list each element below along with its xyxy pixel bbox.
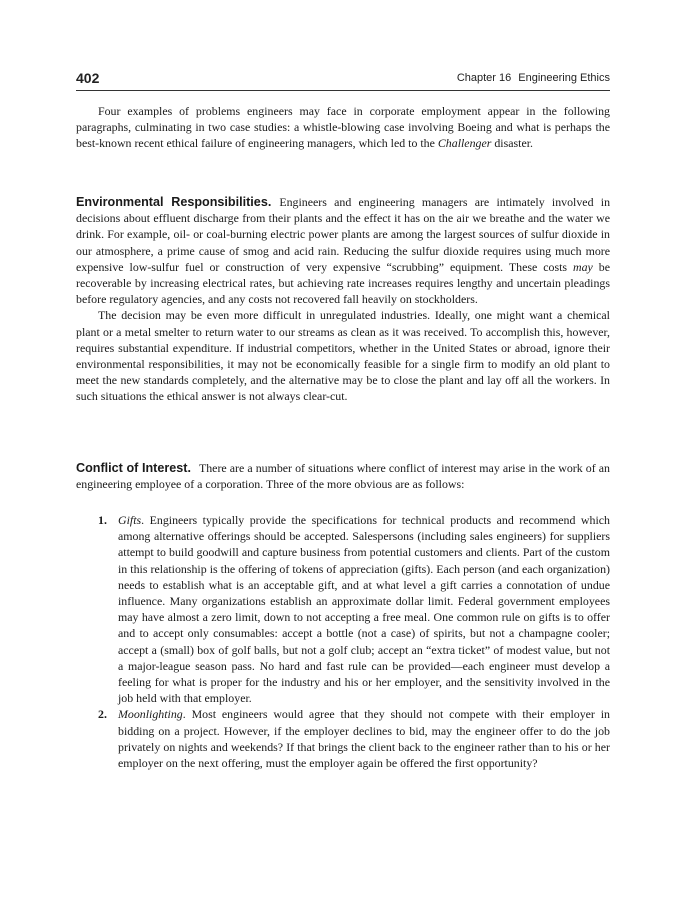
- intro-paragraph: [76, 103, 610, 152]
- environmental-text-end: be recoverable by increasing electrical rates, but achieving rate increases requires lengthy and uncertain pleadings before regulatory agencies, and any costs not recovered fall heavily on stockholders.: [76, 259, 611, 307]
- environmental-text: Engineers and engineering managers are intimately involved in decisions about effluent discharge from their plants and the effect it has on the air we breathe and the water we drink. For example, oil- or coal-burning electric power plants are among the largest sources of sulfur dioxide in our atmosphere, a prime cause of smog and acid rain. Reducing the sulfur dioxide requires using much more expensive low-sulfur fuel or construction of very expensive “scrubbing” equipment. These costs: [76, 195, 611, 274]
- list-number: 1.: [98, 513, 107, 527]
- challenger-term: Challenger: [437, 136, 492, 151]
- page-number: 402: [76, 70, 100, 86]
- list-number: 2.: [98, 707, 107, 722]
- chapter-name: Engineering Ethics: [518, 72, 610, 84]
- running-head: [76, 70, 610, 90]
- chapter-number: Chapter 16: [456, 72, 512, 84]
- conflict-text: There are a number of situations where conflict of interest may arise in the work of an engineering employee of a corporation. Three of the more obvious are as follows:: [76, 461, 610, 492]
- list-item: [98, 512, 610, 706]
- list-term: Moonlighting: [118, 707, 183, 722]
- conflict-paragraph: [76, 460, 610, 492]
- environmental-heading: Environmental Responsibilities.: [76, 195, 272, 209]
- environmental-italic: may: [573, 259, 593, 274]
- intro-text: Four examples of problems engineers may face in corporate employment appear in the following paragraphs, culminating in two case studies: a whistle-blowing case involving Boeing and what is perhaps the best-known recent ethical failure of engineering managers, which led to the: [76, 104, 610, 151]
- chapter-title: [457, 72, 610, 84]
- list-text: . Engineers typically provide the specifications for technical products and recommend which among alternative offerings should be accepted. Salespersons (including sales engineers) for suppliers attempt to build goodwill and capture business from potential customers and clients. Part of the custom in this relationship is the offering of tokens of appreciation (gifts). Each person (and each organization) needs to establish what is an acceptable gift, and at what level a gift carries a connotation of undue influence. Many organizations establish an approximate dollar limit. Federal government employees may have almost a zero limit, down to not accepting a free meal. One common rule on gifts is to offer and to accept only consumables: accept a bottle (not a case) of spirits, but not a champagne cooler; accept a (small) box of golf balls, but not a golf club; accept an “extra ticket” of modest value, but not a major-league season pass. No hard and fast rule can be provided—each engineer must develop a feeling for what is proper for the industry and his or her employer, and the sensitivity involved in the job held with that employer.: [118, 513, 610, 706]
- environmental-paragraph-2: The decision may be even more difficult in unregulated industries. Ideally, one might want a chemical plant or a metal smelter to return water to our streams as clean as it was received. To accomplish this, however, requires substantial expenditure. If industrial competitors, whether in the United States or abroad, ignore their environmental responsibilities, it may not be economically feasible for a single firm to modify an old plant to meet the new standards completely, and the alternative may be to close the plant and lay off all the workers. In such situations the ethical answer is not always clear-cut.: [76, 308, 610, 404]
- list-item: [98, 706, 610, 771]
- conflict-section: [76, 460, 610, 492]
- conflict-heading: Conflict of Interest.: [76, 461, 191, 475]
- header-rule: [76, 90, 610, 91]
- list-term: Gifts: [118, 513, 142, 527]
- environmental-section: [76, 194, 610, 405]
- intro-section: [76, 103, 610, 152]
- intro-text-end: disaster.: [491, 136, 534, 151]
- environmental-paragraph-1: [76, 194, 610, 307]
- conflict-list: [98, 512, 610, 771]
- list-text: . Most engineers would agree that they should not compete with their employer in bidding on a project. However, if the employer declines to bid, may the engineer offer to do the job privately on nights and weekends? If that brings the client back to the engineer rather than to his or her employer on the next offering, must the employer again be offered the first opportunity?: [118, 707, 610, 771]
